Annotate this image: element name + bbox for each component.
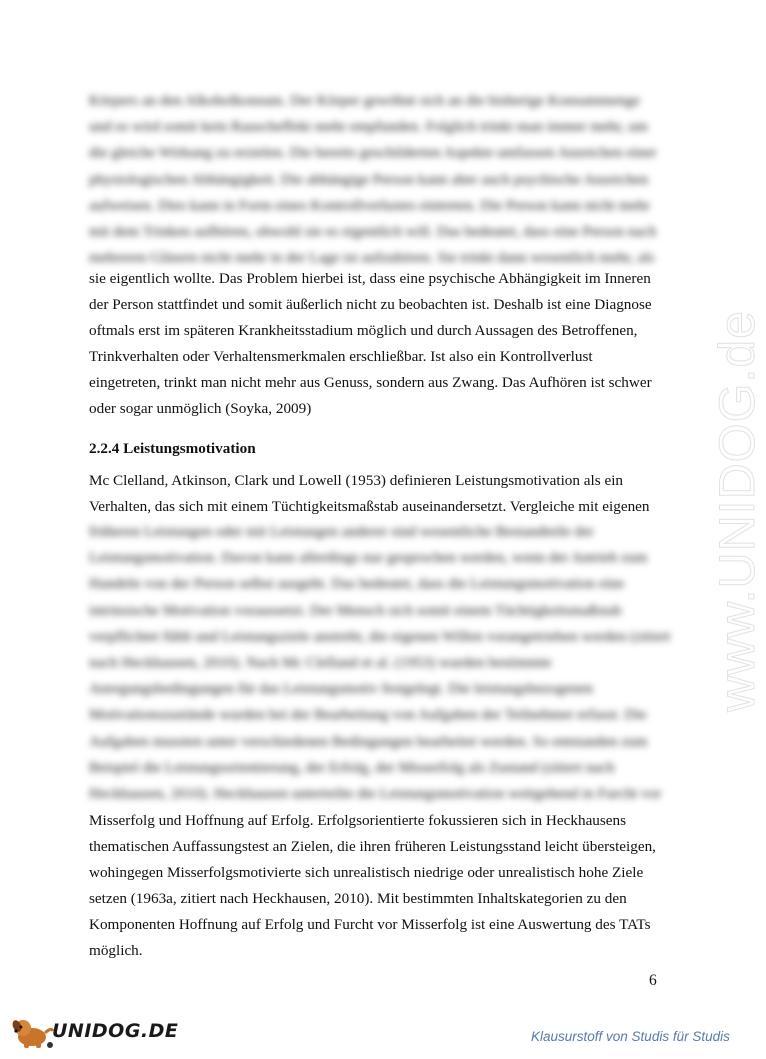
watermark-text: www.UNIDOG.de	[709, 310, 765, 712]
blurred-line: und es wird somit kein Rauscheffekt mehr empfunden. Folglich trinkt man immer mehr, um	[89, 118, 648, 136]
blurred-line: Leistungsmotivation. Davon kann allerdings nur gesprochen werden, wenn der Antrieb zum	[89, 549, 648, 567]
text-line: oftmals erst im späteren Krankheitsstadium möglich und durch Aussagen des Betroffenen,	[89, 322, 638, 339]
blurred-line: Körpers an den Alkoholkonsum. Der Körper gewöhnt sich an die bisherige Konsummenge	[89, 92, 640, 109]
blurred-paragraph-top	[89, 88, 659, 271]
section-heading: 2.2.4 Leistungsmotivation	[89, 440, 256, 457]
text-line: sie eigentlich wollte. Das Problem hierbei ist, dass eine psychische Abhängigkeit im Inneren	[89, 270, 651, 287]
blurred-line: mehreren Gläsern nicht mehr in der Lage ist aufzuhören. Sie trinkt dann wesentlich mehr, als	[89, 249, 655, 267]
blurred-line: Beispiel die Leistungsorientierung, der Erfolg, der Misserfolg als Zustand (zitiert nach	[89, 758, 615, 776]
blurred-line: früheren Leistungen oder mit Leistungen anderer sind wesentliche Bestandteile der	[89, 523, 594, 540]
text-line: wohingegen Misserfolgsmotivierte sich unrealistisch niedrige oder unrealistisch hohe Ziele	[89, 864, 644, 881]
text-line: Mc Clelland, Atkinson, Clark und Lowell (1953) definieren Leistungsmotivation als ein	[89, 472, 624, 489]
blurred-line: die gleiche Wirkung zu erzielen. Die bereits geschilderten Aspekte umfassen Anzeichen einer	[89, 144, 657, 162]
text-line: Misserfolg und Hoffnung auf Erfolg. Erfolgsorientierte fokussieren sich in Heckhausens	[89, 812, 627, 829]
blurred-line: intrinsische Motivation voraussetzt. Der Mensch sich somit einem Tüchtigkeitsmaßstab	[89, 601, 622, 619]
blurred-line: Aufgaben mussten unter verschiedenen Bedingungen bearbeitet werden. So entstanden zum	[89, 732, 648, 750]
blurred-line: aufweisen. Dies kann in Form eines Kontrollverlustes eintreten. Die Person kann nicht mehr	[89, 196, 650, 214]
blurred-line: Heckhausen, 2010). Heckhausen unterteilte die Leistungsmotivation weitgehend in Furcht vor	[89, 784, 662, 802]
blurred-paragraph-middle	[89, 519, 671, 807]
blurred-line: verpflichtet fühlt und Leistungsziele anstrebt, die eigenen Willen vorangetrieben werden (zitiert	[89, 627, 671, 645]
text-line: Verhalten, das sich mit einem Tüchtigkeitsmaßstab auseinandersetzt. Vergleiche mit eigenen	[89, 498, 650, 515]
text-line: eingetreten, trinkt man nicht mehr aus Genuss, sondern aus Zwang. Das Aufhören ist schwer	[89, 374, 652, 391]
text-line: thematischen Auffassungstest an Zielen, die ihren früheren Leistungsstand leicht übersteigen,	[89, 838, 656, 855]
blurred-line: Anregungsbedingungen für das Leistungsmotiv festgelegt. Die leistungsbezogenen	[89, 680, 594, 698]
blurred-line: Handeln von der Person selbst ausgeht. Das bedeutet, dass die Leistungsmotivation eine	[89, 575, 625, 593]
footer-tagline: Klausurstoff von Studis für Studis	[531, 1029, 730, 1044]
blurred-line: physiologischen Abhängigkeit. Die abhängige Person kann aber auch psychische Anzeichen	[89, 170, 649, 188]
logo-text: UNIDOG.DE	[52, 1020, 179, 1042]
text-line: Komponenten Hoffnung auf Erfolg und Furcht vor Misserfolg ist eine Auswertung des TATs	[89, 916, 651, 933]
text-line: oder sogar unmöglich (Soyka, 2009)	[89, 400, 312, 417]
text-line: Trinkverhalten oder Verhaltensmerkmalen erschließbar. Ist also ein Kontrollverlust	[89, 348, 593, 365]
blurred-line: Motivationszustände wurden bei der Bearbeitung von Aufgaben der Teilnehmer erfasst. Die	[89, 706, 647, 724]
text-line: der Person stattfindet und somit äußerlich nicht zu beobachten ist. Deshalb ist eine Diagnose	[89, 296, 652, 313]
blurred-line: mit dem Trinken aufhören, obwohl sie es eigentlich will. Das bedeutet, dass eine Person nach	[89, 222, 657, 240]
blurred-line: nach Heckhausen, 2010). Nach Mc Clelland et al. (1953) wurden bestimmte	[89, 653, 552, 671]
text-line: setzen (1963a, zitiert nach Heckhausen, 2010). Mit bestimmten Inhaltskategorien zu den	[89, 890, 627, 907]
text-line: möglich.	[89, 942, 143, 959]
page-number: 6	[649, 972, 657, 989]
